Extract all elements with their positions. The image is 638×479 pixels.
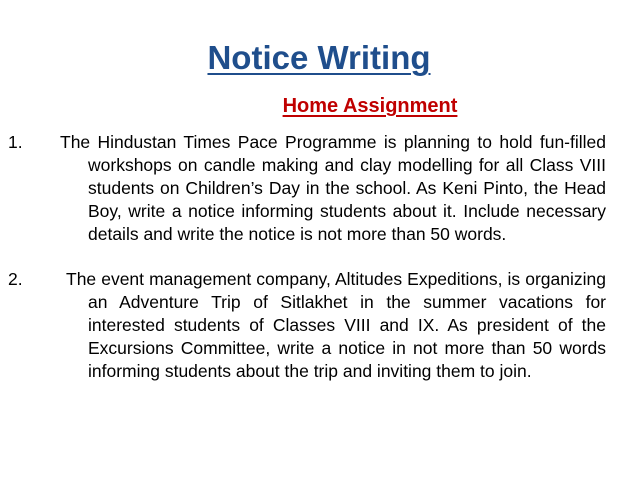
slide-title xyxy=(0,38,638,78)
slide-subtitle xyxy=(160,93,580,119)
assignment-text xyxy=(60,131,606,246)
assignment-number: 1. xyxy=(8,132,23,152)
assignment-item xyxy=(8,131,606,246)
assignment-number: 2. xyxy=(8,269,23,289)
assignment-item xyxy=(8,268,606,383)
slide-subtitle-text: Home Assignment xyxy=(282,95,458,117)
slide-title-text: Notice Writing xyxy=(207,39,431,76)
assignment-text-body: The event management company, Altitudes Expeditions, is organizing an Adventure Trip of Sitlakhet in the summer vacations for interested students of Classes VIII and IX. As president of the Excursions Committee, write a notice in not more than 50 words informing students about the trip and inviting them to join. xyxy=(66,269,606,381)
assignment-list xyxy=(8,131,606,405)
assignment-text xyxy=(66,268,606,383)
assignment-text-body: The Hindustan Times Pace Programme is planning to hold fun-filled workshops on candle making and clay modelling for all Class VIII students on Children’s Day in the school. As Keni Pinto, the Head Boy, write a notice informing students about it. Include necessary details and write the notice is not more than 50 words. xyxy=(60,132,606,244)
